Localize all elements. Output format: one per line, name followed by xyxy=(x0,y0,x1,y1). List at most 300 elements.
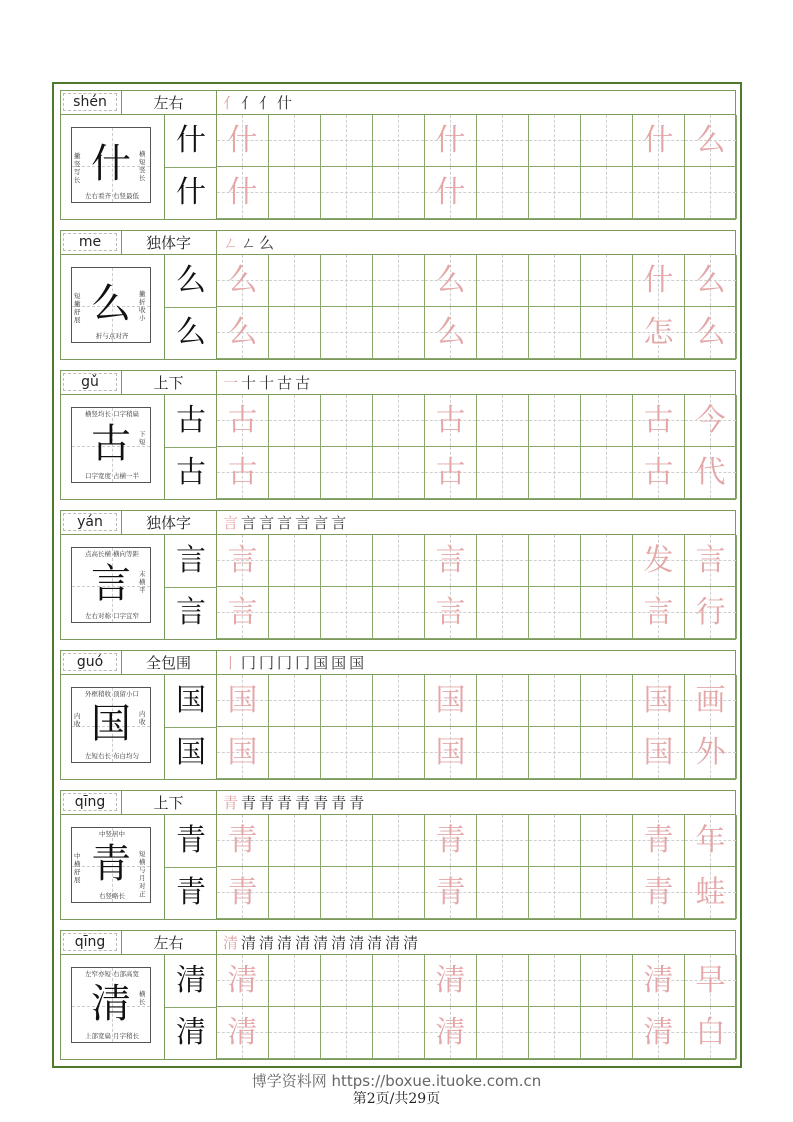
trace-char: 么 xyxy=(695,315,726,350)
practice-cell[interactable] xyxy=(477,167,529,219)
practice-cell[interactable] xyxy=(321,727,373,779)
practice-cell[interactable] xyxy=(217,1007,269,1059)
stroke-step: 青 xyxy=(313,794,332,812)
trace-char xyxy=(321,395,372,446)
practice-cell[interactable] xyxy=(269,255,321,307)
practice-cell[interactable] xyxy=(217,395,269,447)
practice-cell[interactable] xyxy=(477,255,529,307)
writing-tips-box xyxy=(71,547,151,623)
stroke-step: 清 xyxy=(331,934,350,952)
writing-tips-box xyxy=(71,967,151,1043)
practice-cell[interactable] xyxy=(529,1007,581,1059)
model-character: 清 xyxy=(176,1015,206,1050)
trace-char: 清 xyxy=(643,1015,674,1050)
practice-cell[interactable] xyxy=(581,167,633,219)
practice-cell[interactable] xyxy=(581,867,633,919)
trace-char xyxy=(529,1007,580,1058)
tip-right: 撇折收小 xyxy=(139,290,146,322)
practice-cell[interactable] xyxy=(217,675,269,727)
practice-cell[interactable] xyxy=(373,1007,425,1059)
trace-char: 言 xyxy=(227,595,258,630)
practice-cell[interactable] xyxy=(581,395,633,447)
practice-cell[interactable] xyxy=(425,815,477,867)
pinyin: qīng xyxy=(63,933,117,951)
trace-char: 古 xyxy=(435,455,466,490)
divider xyxy=(216,231,217,255)
practice-cell[interactable] xyxy=(633,587,685,639)
trace-char xyxy=(477,727,528,778)
writing-tips-box xyxy=(71,407,151,483)
practice-cell[interactable] xyxy=(685,675,737,727)
trace-char: 言 xyxy=(435,595,466,630)
practice-cell[interactable] xyxy=(425,255,477,307)
writing-tips-cell xyxy=(61,675,165,779)
practice-cell[interactable] xyxy=(529,955,581,1007)
stroke-step: 丨 xyxy=(223,654,242,672)
trace-char xyxy=(477,535,528,586)
practice-cell[interactable] xyxy=(217,815,269,867)
trace-char xyxy=(321,255,372,306)
practice-cell[interactable] xyxy=(373,535,425,587)
model-character-column xyxy=(165,395,217,499)
practice-cell[interactable] xyxy=(269,307,321,359)
practice-cell[interactable] xyxy=(321,587,373,639)
tip-character: 清 xyxy=(91,981,131,1027)
practice-grid xyxy=(217,955,735,1059)
trace-char xyxy=(269,815,320,866)
practice-cell[interactable] xyxy=(633,535,685,587)
practice-cell[interactable] xyxy=(321,307,373,359)
practice-cell[interactable] xyxy=(477,727,529,779)
trace-char: 清 xyxy=(643,963,674,998)
practice-cell[interactable] xyxy=(685,167,737,219)
trace-char xyxy=(373,447,424,498)
writing-tips-cell xyxy=(61,815,165,919)
practice-cell[interactable] xyxy=(633,675,685,727)
practice-grid xyxy=(217,815,735,919)
practice-cell[interactable] xyxy=(685,115,737,167)
trace-char xyxy=(373,115,424,166)
practice-cell[interactable] xyxy=(425,727,477,779)
practice-cell[interactable] xyxy=(373,587,425,639)
writing-tips-cell xyxy=(61,955,165,1059)
trace-char xyxy=(373,535,424,586)
practice-cell[interactable] xyxy=(581,307,633,359)
practice-cell[interactable] xyxy=(269,535,321,587)
practice-cell[interactable] xyxy=(373,867,425,919)
practice-grid xyxy=(217,115,735,219)
trace-char xyxy=(269,535,320,586)
practice-cell[interactable] xyxy=(269,115,321,167)
trace-char xyxy=(269,307,320,358)
stroke-step: 青 xyxy=(259,794,278,812)
trace-char: 代 xyxy=(695,455,726,490)
trace-char: 清 xyxy=(227,963,258,998)
tip-character: 么 xyxy=(91,281,131,327)
practice-cell[interactable] xyxy=(425,587,477,639)
practice-cell[interactable] xyxy=(373,447,425,499)
stroke-step: 亻 xyxy=(241,94,260,112)
trace-char: 青 xyxy=(643,823,674,858)
practice-cell[interactable] xyxy=(633,1007,685,1059)
footer-site-watermark: 博学资料网 https://boxue.ituoke.com.cn xyxy=(251,1072,542,1090)
practice-cell[interactable] xyxy=(269,867,321,919)
stroke-step: 冂 xyxy=(259,654,278,672)
practice-cell[interactable] xyxy=(581,255,633,307)
practice-cell[interactable] xyxy=(321,255,373,307)
trace-char xyxy=(477,1007,528,1058)
practice-cell[interactable] xyxy=(373,167,425,219)
trace-char xyxy=(529,535,580,586)
practice-cell[interactable] xyxy=(685,535,737,587)
practice-cell[interactable] xyxy=(477,815,529,867)
divider xyxy=(216,791,217,815)
practice-cell[interactable] xyxy=(477,395,529,447)
trace-char xyxy=(321,727,372,778)
trace-char xyxy=(321,447,372,498)
trace-char xyxy=(685,167,736,218)
practice-cell[interactable] xyxy=(321,447,373,499)
stroke-step: 清 xyxy=(349,934,368,952)
practice-cell[interactable] xyxy=(477,535,529,587)
divider xyxy=(216,91,217,115)
character-section xyxy=(60,510,736,640)
trace-char xyxy=(269,167,320,218)
practice-cell[interactable] xyxy=(633,167,685,219)
practice-cell[interactable] xyxy=(633,727,685,779)
practice-cell[interactable] xyxy=(685,447,737,499)
trace-char xyxy=(529,675,580,726)
practice-cell[interactable] xyxy=(685,395,737,447)
practice-cell[interactable] xyxy=(373,955,425,1007)
trace-char xyxy=(321,1007,372,1058)
stroke-step: 言 xyxy=(241,514,260,532)
trace-char xyxy=(477,447,528,498)
practice-cell[interactable] xyxy=(269,395,321,447)
trace-char xyxy=(269,255,320,306)
tip-right: 横长 xyxy=(139,990,146,1006)
stroke-step: 国 xyxy=(313,654,332,672)
practice-cell[interactable] xyxy=(425,307,477,359)
section-header xyxy=(61,91,735,115)
pinyin: shén xyxy=(63,93,117,111)
trace-char: 什 xyxy=(227,175,258,210)
practice-cell[interactable] xyxy=(581,675,633,727)
section-header xyxy=(61,651,735,675)
practice-cell[interactable] xyxy=(373,307,425,359)
practice-cell[interactable] xyxy=(217,867,269,919)
trace-char xyxy=(581,255,632,306)
practice-cell[interactable] xyxy=(425,675,477,727)
practice-cell[interactable] xyxy=(321,395,373,447)
stroke-step: 青 xyxy=(241,794,260,812)
practice-cell[interactable] xyxy=(633,447,685,499)
writing-tips-box xyxy=(71,267,151,343)
practice-cell[interactable] xyxy=(529,307,581,359)
section-header xyxy=(61,511,735,535)
practice-cell[interactable] xyxy=(529,167,581,219)
model-character: 古 xyxy=(176,455,206,490)
trace-char xyxy=(581,727,632,778)
trace-char xyxy=(581,115,632,166)
practice-cell[interactable] xyxy=(477,675,529,727)
practice-cell[interactable] xyxy=(477,1007,529,1059)
structure-label: 全包围 xyxy=(145,654,191,672)
tip-left: 内收 xyxy=(74,712,81,728)
trace-char: 古 xyxy=(435,403,466,438)
stroke-step: 冂 xyxy=(295,654,314,672)
trace-char: 青 xyxy=(227,875,258,910)
trace-char xyxy=(529,115,580,166)
practice-cell[interactable] xyxy=(425,1007,477,1059)
practice-cell[interactable] xyxy=(633,307,685,359)
practice-cell[interactable] xyxy=(581,115,633,167)
stroke-step: ㄥ xyxy=(241,234,260,252)
character-section xyxy=(60,650,736,780)
practice-cell[interactable] xyxy=(529,535,581,587)
practice-cell[interactable] xyxy=(477,867,529,919)
practice-cell[interactable] xyxy=(477,587,529,639)
model-character: 么 xyxy=(165,255,217,308)
trace-char: 国 xyxy=(643,735,674,770)
trace-char xyxy=(269,395,320,446)
practice-cell[interactable] xyxy=(685,307,737,359)
practice-cell[interactable] xyxy=(581,815,633,867)
practice-cell[interactable] xyxy=(581,447,633,499)
trace-char: 言 xyxy=(435,543,466,578)
trace-char: 行 xyxy=(695,595,726,630)
stroke-step: 言 xyxy=(223,514,242,532)
structure-label: 上下 xyxy=(153,794,184,812)
practice-cell[interactable] xyxy=(529,727,581,779)
tip-right: 下短 xyxy=(139,430,146,446)
trace-char xyxy=(477,395,528,446)
trace-char: 什 xyxy=(435,175,466,210)
trace-char: 青 xyxy=(435,875,466,910)
trace-char xyxy=(581,815,632,866)
stroke-step: 十 xyxy=(241,374,260,392)
trace-char: 清 xyxy=(227,1015,258,1050)
model-character-column xyxy=(165,955,217,1059)
trace-char xyxy=(269,955,320,1006)
tip-character: 青 xyxy=(91,841,131,887)
practice-cell[interactable] xyxy=(477,447,529,499)
practice-cell[interactable] xyxy=(529,867,581,919)
trace-char xyxy=(633,167,684,218)
practice-cell[interactable] xyxy=(581,1007,633,1059)
practice-cell[interactable] xyxy=(633,815,685,867)
stroke-step: 古 xyxy=(295,374,314,392)
model-character: 言 xyxy=(176,595,206,630)
writing-tips-box xyxy=(71,127,151,203)
tip-right: 横短竖长 xyxy=(139,150,146,182)
tip-left: 短撇舒展 xyxy=(74,292,81,324)
practice-cell[interactable] xyxy=(425,395,477,447)
practice-cell[interactable] xyxy=(217,115,269,167)
practice-cell[interactable] xyxy=(685,255,737,307)
practice-cell[interactable] xyxy=(529,447,581,499)
practice-cell[interactable] xyxy=(217,307,269,359)
practice-cell[interactable] xyxy=(269,587,321,639)
model-character: 清 xyxy=(165,955,217,1008)
practice-cell[interactable] xyxy=(581,587,633,639)
practice-cell[interactable] xyxy=(217,255,269,307)
practice-cell[interactable] xyxy=(685,815,737,867)
practice-cell[interactable] xyxy=(269,727,321,779)
trace-char: 蛙 xyxy=(695,875,726,910)
trace-char: 什 xyxy=(643,123,674,158)
stroke-step: 冂 xyxy=(241,654,260,672)
practice-cell[interactable] xyxy=(373,815,425,867)
practice-cell[interactable] xyxy=(373,115,425,167)
trace-char xyxy=(529,255,580,306)
trace-char: 古 xyxy=(227,455,258,490)
stroke-order xyxy=(223,931,421,955)
model-character: 古 xyxy=(165,395,217,448)
trace-char: 年 xyxy=(695,823,726,858)
practice-cell[interactable] xyxy=(685,867,737,919)
practice-cell[interactable] xyxy=(217,167,269,219)
stroke-step: 言 xyxy=(259,514,278,532)
practice-cell[interactable] xyxy=(373,395,425,447)
practice-cell[interactable] xyxy=(425,867,477,919)
practice-cell[interactable] xyxy=(217,587,269,639)
practice-cell[interactable] xyxy=(477,307,529,359)
trace-char: 什 xyxy=(435,123,466,158)
trace-char xyxy=(529,727,580,778)
practice-cell[interactable] xyxy=(269,447,321,499)
practice-cell[interactable] xyxy=(529,115,581,167)
structure-label: 左右 xyxy=(153,94,184,112)
trace-char xyxy=(269,675,320,726)
trace-char: 么 xyxy=(695,263,726,298)
trace-char xyxy=(373,955,424,1006)
practice-cell[interactable] xyxy=(633,115,685,167)
trace-char xyxy=(269,447,320,498)
stroke-order xyxy=(223,651,367,675)
practice-cell[interactable] xyxy=(269,815,321,867)
practice-cell[interactable] xyxy=(477,955,529,1007)
stroke-step: 国 xyxy=(331,654,350,672)
model-character-column xyxy=(165,675,217,779)
practice-cell[interactable] xyxy=(373,675,425,727)
stroke-order xyxy=(223,371,313,395)
practice-cell[interactable] xyxy=(321,115,373,167)
practice-grid xyxy=(217,255,735,359)
model-character: 青 xyxy=(176,875,206,910)
practice-cell[interactable] xyxy=(321,815,373,867)
trace-char xyxy=(529,867,580,918)
practice-grid xyxy=(217,395,735,499)
stroke-step: 青 xyxy=(295,794,314,812)
practice-cell[interactable] xyxy=(217,447,269,499)
practice-cell[interactable] xyxy=(321,867,373,919)
practice-cell[interactable] xyxy=(529,395,581,447)
section-header xyxy=(61,931,735,955)
stroke-step: 言 xyxy=(295,514,314,532)
practice-cell[interactable] xyxy=(321,1007,373,1059)
stroke-step: 十 xyxy=(259,374,278,392)
pinyin: gǔ xyxy=(63,373,117,391)
practice-cell[interactable] xyxy=(685,1007,737,1059)
practice-cell[interactable] xyxy=(633,255,685,307)
model-character: 言 xyxy=(165,535,217,588)
tip-character: 古 xyxy=(91,421,131,467)
practice-cell[interactable] xyxy=(477,115,529,167)
practice-cell[interactable] xyxy=(373,255,425,307)
trace-char: 么 xyxy=(227,263,258,298)
practice-cell[interactable] xyxy=(529,815,581,867)
practice-cell[interactable] xyxy=(217,727,269,779)
practice-cell[interactable] xyxy=(529,675,581,727)
divider xyxy=(216,931,217,955)
model-character: 青 xyxy=(165,815,217,868)
stroke-step: 清 xyxy=(277,934,296,952)
practice-cell[interactable] xyxy=(269,955,321,1007)
practice-cell[interactable] xyxy=(425,115,477,167)
practice-cell[interactable] xyxy=(321,535,373,587)
section-header xyxy=(61,231,735,255)
practice-cell[interactable] xyxy=(529,255,581,307)
practice-cell[interactable] xyxy=(269,1007,321,1059)
stroke-order xyxy=(223,91,295,115)
trace-char xyxy=(373,815,424,866)
model-character-column xyxy=(165,115,217,219)
practice-cell[interactable] xyxy=(685,587,737,639)
practice-cell[interactable] xyxy=(685,955,737,1007)
practice-cell[interactable] xyxy=(685,727,737,779)
stroke-step: 清 xyxy=(367,934,386,952)
trace-char xyxy=(529,815,580,866)
tip-top: 点高长横 横向等距 xyxy=(84,550,140,558)
trace-char xyxy=(321,167,372,218)
trace-char xyxy=(321,115,372,166)
practice-cell[interactable] xyxy=(529,587,581,639)
practice-cell[interactable] xyxy=(425,535,477,587)
trace-char xyxy=(477,675,528,726)
practice-cell[interactable] xyxy=(633,867,685,919)
practice-cell[interactable] xyxy=(425,955,477,1007)
tip-right: 短横与月对正 xyxy=(139,850,146,898)
structure-label: 左右 xyxy=(153,934,184,952)
tip-top: 横竖均长 口字稍扁 xyxy=(84,410,140,418)
practice-cell[interactable] xyxy=(217,955,269,1007)
practice-cell[interactable] xyxy=(425,447,477,499)
stroke-step: 清 xyxy=(403,934,422,952)
trace-char xyxy=(529,167,580,218)
practice-cell[interactable] xyxy=(321,167,373,219)
practice-cell[interactable] xyxy=(321,955,373,1007)
trace-char xyxy=(581,167,632,218)
practice-cell[interactable] xyxy=(269,167,321,219)
stroke-step: 青 xyxy=(331,794,350,812)
trace-char xyxy=(529,307,580,358)
practice-cell[interactable] xyxy=(633,955,685,1007)
trace-char: 发 xyxy=(643,543,674,578)
practice-cell[interactable] xyxy=(269,675,321,727)
model-character: 什 xyxy=(165,115,217,168)
practice-cell[interactable] xyxy=(217,535,269,587)
practice-cell[interactable] xyxy=(581,535,633,587)
trace-char xyxy=(321,535,372,586)
practice-cell[interactable] xyxy=(425,167,477,219)
practice-cell[interactable] xyxy=(633,395,685,447)
tip-top: 外框稍收 顶留小口 xyxy=(84,690,140,698)
practice-cell[interactable] xyxy=(581,955,633,1007)
practice-cell[interactable] xyxy=(581,727,633,779)
practice-cell[interactable] xyxy=(373,727,425,779)
practice-cell[interactable] xyxy=(321,675,373,727)
